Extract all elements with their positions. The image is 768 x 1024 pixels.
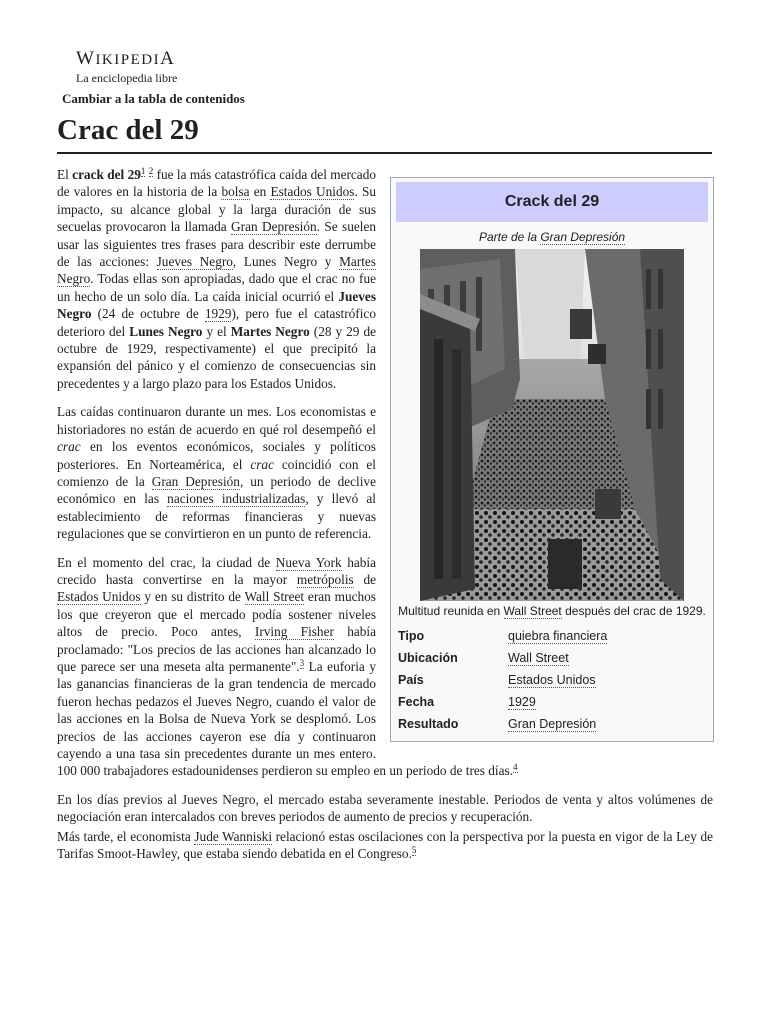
link-gran-depresion[interactable]: Gran Depresión (231, 219, 317, 235)
infobox-value-link[interactable]: 1929 (508, 695, 536, 709)
wikipedia-logo[interactable] (76, 48, 177, 85)
infobox-label: Tipo (398, 629, 425, 643)
wall-street-crowd-photo[interactable] (420, 249, 684, 601)
page-title: Crac del 29 (57, 110, 712, 154)
reference-5[interactable]: 5 (411, 845, 417, 856)
reference-2[interactable]: 2 (148, 166, 154, 176)
link-wall-street[interactable]: Wall Street (244, 589, 305, 605)
paragraph-4: En los días previos al Jueves Negro, el mercado estaba severamente inestable. Periodos de venta y altos volúmenes de negociación eran intercalados con breves periodos de aumento de precios y recuperación. (57, 791, 713, 825)
link-1929[interactable]: 1929 (204, 306, 232, 322)
infobox-row (396, 669, 708, 691)
infobox-rows (396, 625, 708, 735)
link-naciones-industrializadas[interactable]: naciones industrializadas (167, 491, 306, 507)
link-metropolis[interactable]: metrópolis (296, 571, 354, 587)
link-gran-depresion[interactable]: Gran Depresión (151, 473, 240, 489)
paragraph-3: En el momento del crac, la ciudad de Nueva York había crecido hasta convertirse en la mayor metrópolis de Estados Unidos y en su distrito de Wall Street eran muchos los que creyeron que el mercado podía sostener niveles altos de precio. Poco antes, Irving Fisher había proclamado: "Los precios de las acciones han alcanzado lo que parece ser una meseta alta permanente".$^3$ La euforia y las ganancias financieras de la gran tendencia de mercado fueron hechas pedazos el Jueves Negro, cuando el valor de las acciones en la Bolsa de Nueva York se desplomó. Los precios de las acciones cayeron ese día y continuaron cayendo a una tasa sin precedentes durante un mes entero. 100 000 trabajadores estadounidenses perdieron su empleo en un periodo de tres días.$^4$ (57, 554, 518, 779)
infobox-value-link[interactable]: quiebra financiera (508, 629, 608, 643)
paragraph-1: El crack del $29^1$ $^2$ fue la más catastrófica caída del mercado de valores en la historia de la bolsa en Estados Unidos. Su impacto, su alcance global y la larga duración de sus secuelas provocaron la llamada Gran Depresión. Se suelen usar las siguientes tres frases para describir este derrumbe de las acciones: Jueves Negro, Lunes Negro y Martes Negro. Todas ellas son apropiadas, dado que el crac no fue un hecho de un solo día. La caída inicial ocurrió el Jueves Negro (24 de octubre de 1929), pero fue el catastrófico deterioro del Lunes Negro y el Martes Negro (28 y 29 de octubre de 1929, respectivamente) el que precipitó la expansión del pánico y el comienzo de consecuencias sin precedentes y a largo plazo para los Estados Unidos. (57, 166, 377, 391)
infobox-caption: Multitud reunida en Wall Street después del crac de 1929. (398, 604, 706, 618)
infobox-label: Fecha (398, 695, 435, 709)
infobox-row (396, 625, 708, 647)
link-bolsa[interactable]: bolsa (221, 184, 250, 200)
infobox-label: Ubicación (398, 651, 458, 665)
reference-1[interactable]: 1 (140, 166, 146, 176)
toc-toggle-link[interactable]: Cambiar a la tabla de contenidos (62, 91, 245, 106)
infobox-subtitle: Parte de la Gran Depresión (478, 230, 626, 244)
infobox-subtitle-link[interactable]: Gran Depresión (540, 230, 626, 244)
link-martes-negro[interactable]: Martes Negro (57, 254, 376, 287)
infobox-row (396, 691, 708, 713)
link-irving-fisher[interactable]: Irving Fisher (254, 624, 334, 640)
link-estados-unidos[interactable]: Estados Unidos (270, 184, 355, 200)
infobox-label: País (398, 673, 424, 687)
caption-wall-street-link[interactable]: Wall Street (503, 604, 562, 618)
wikipedia-wordmark: WIKIPEDIA (76, 48, 176, 69)
reference-4[interactable]: 4 (513, 762, 518, 773)
infobox (390, 177, 714, 742)
link-estados-unidos[interactable]: Estados Unidos (57, 589, 141, 605)
link-jude-wanniski[interactable]: Jude Wanniski (194, 828, 273, 844)
link-nueva-york[interactable]: Nueva York (275, 554, 342, 570)
link-jueves-negro[interactable]: Jueves Negro (156, 254, 233, 270)
infobox-row (396, 713, 708, 735)
term-crack-del-29: crack del 29 (72, 167, 141, 182)
infobox-row (396, 647, 708, 669)
infobox-title: Crack del 29 (396, 182, 708, 222)
article-body (57, 166, 713, 873)
infobox-value-link[interactable]: Estados Unidos (508, 673, 596, 687)
paragraph-2: Las caídas continuaron durante un mes. Los economistas e historiadores no están de acuerdo en qué rol desempeñó el crac en los eventos económicos, sociales y políticos posteriores. En Norteamérica, el crac coincidió con el comienzo de la Gran Depresión, un periodo de declive económico en las naciones industrializadas, y llevó al establecimiento de reformas financieras y nuevas regulaciones que se convirtieron en un punto de referencia. (57, 404, 377, 542)
paragraph-5: Más tarde, el economista Jude Wanniski relacionó estas oscilaciones con la perspectiva por la puesta en vigor de la Ley de Tarifas Smoot-Hawley, que estaba siendo debatida en el Congreso.$^5$ (57, 828, 714, 862)
infobox-label: Resultado (398, 717, 459, 731)
infobox-value-link[interactable]: Gran Depresión (508, 717, 597, 731)
infobox-value-link[interactable]: Wall Street (508, 651, 569, 665)
reference-3[interactable]: 3 (299, 657, 305, 668)
wikipedia-tagline: La enciclopedia libre (76, 71, 178, 85)
